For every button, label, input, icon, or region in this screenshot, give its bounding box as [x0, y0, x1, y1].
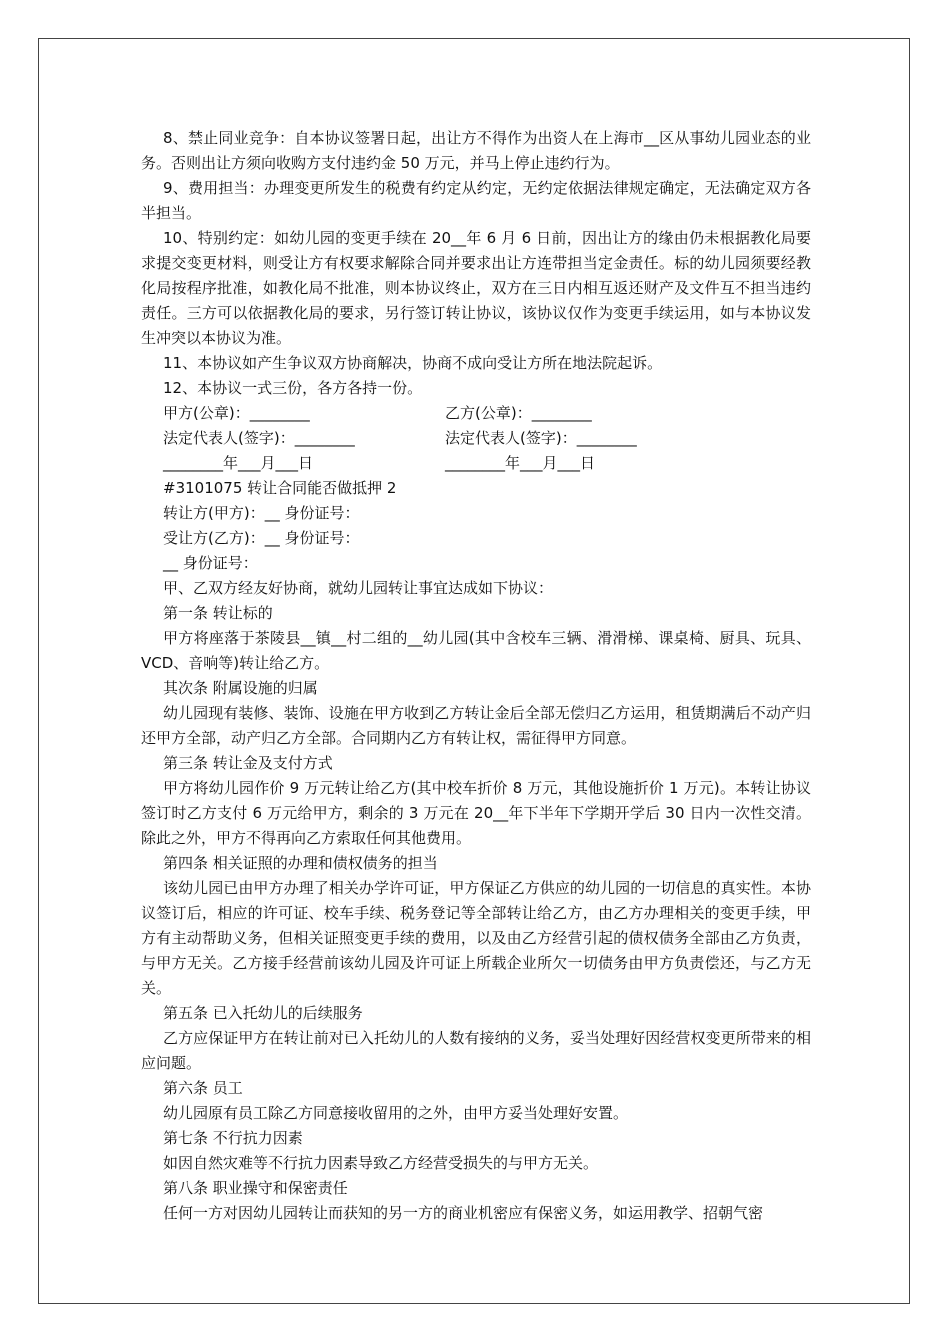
article-2-heading: 其次条 附属设施的归属	[163, 679, 318, 697]
clause-9: 9、费用担当：办理变更所发生的税费有约定从约定，无约定依据法律规定确定，无法确定双方各半担当。	[141, 179, 811, 222]
article-1-heading: 第一条 转让标的	[163, 604, 273, 622]
party-b-seal: 乙方(公章)：________	[445, 404, 592, 422]
signature-row-date	[141, 451, 811, 476]
intro-paragraph: 甲、乙双方经友好协商，就幼儿园转让事宜达成如下协议：	[163, 579, 554, 597]
signature-row-rep	[141, 426, 811, 451]
article-2-text: 幼儿园现有装修、装饰、设施在甲方收到乙方转让金后全部无偿归乙方运用，租赁期满后不动产归还甲方全部，动产归乙方全部。合同期内乙方有转让权，需征得甲方同意。	[141, 704, 811, 747]
article-3-text: 甲方将幼儿园作价 9 万元转让给乙方(其中校车折价 8 万元，其他设施折价 1 万元)。本转让协议签订时乙方支付 6 万元给甲方，剩余的 3 万元在 20__年下半年下学期开学后 30 日内一次性交清。除此之外，甲方不得再向乙方索取任何其他费用。	[141, 779, 811, 847]
id-line: __ 身份证号：	[163, 554, 258, 572]
article-8-text: 任何一方对因幼儿园转让而获知的另一方的商业机密应有保密义务，如运用教学、招朝气密	[163, 1204, 764, 1222]
article-5-heading: 第五条 已入托幼儿的后续服务	[163, 1004, 363, 1022]
article-4-text: 该幼儿园已由甲方办理了相关办学许可证，甲方保证乙方供应的幼儿园的一切信息的真实性。本协议签订后，相应的许可证、校车手续、税务登记等全部转让给乙方，由乙方办理相关的变更手续，甲方有主动帮助义务，但相关证照变更手续的费用，以及由乙方经营引起的债权债务全部由乙方负责，与甲方无关。乙方接手经营前该幼儿园及许可证上所载企业所欠一切债务由甲方负责偿还，与乙方无关。	[141, 879, 811, 997]
party-a-date: ________年___月___日	[163, 454, 314, 472]
party-b-rep: 法定代表人(签字)：________	[445, 429, 637, 447]
article-6-text: 幼儿园原有员工除乙方同意接收留用的之外，由甲方妥当处理好安置。	[163, 1104, 629, 1122]
clause-8: 8、禁止同业竞争：自本协议签署日起，出让方不得作为出资人在上海市__区从事幼儿园业态的业务。否则出让方须向收购方支付违约金 50 万元，并马上停止违约行为。	[141, 129, 811, 172]
article-6-heading: 第六条 员工	[163, 1079, 243, 1097]
transferor-line: 转让方(甲方)：__ 身份证号：	[163, 504, 360, 522]
clause-10: 10、特别约定：如幼儿园的变更手续在 20__年 6 月 6 日前，因出让方的缘由仍未根据教化局要求提交变更材料，则受让方有权要求解除合同并要求出让方连带担当定金责任。标的幼儿园须要经教化局按程序批准，如教化局不批准，则本协议终止，双方在三日内相互返还财产及文件互不担当违约责任。三方可以依据教化局的要求，另行签订转让协议，该协议仅作为变更手续运用，如与本协议发生冲突以本协议为准。	[141, 229, 811, 347]
article-3-heading: 第三条 转让金及支付方式	[163, 754, 333, 772]
document-content	[141, 126, 811, 1226]
clause-12: 12、本协议一式三份，各方各持一份。	[163, 379, 423, 397]
article-8-heading: 第八条 职业操守和保密责任	[163, 1179, 348, 1197]
party-a-rep: 法定代表人(签字)：________	[163, 429, 355, 447]
article-7-text: 如因自然灾难等不行抗力因素导致乙方经营受损失的与甲方无关。	[163, 1154, 599, 1172]
signature-row-seal	[141, 401, 811, 426]
transferee-line: 受让方(乙方)：__ 身份证号：	[163, 529, 360, 547]
article-7-heading: 第七条 不行抗力因素	[163, 1129, 303, 1147]
article-4-heading: 第四条 相关证照的办理和债权债务的担当	[163, 854, 438, 872]
article-1-text: 甲方将座落于茶陵县__镇__村二组的__幼儿园(其中含校车三辆、滑滑梯、课桌椅、厨具、玩具、VCD、音响等)转让给乙方。	[141, 629, 811, 672]
doc-reference: #3101075 转让合同能否做抵押 2	[163, 479, 397, 497]
party-a-seal: 甲方(公章)：________	[163, 404, 310, 422]
article-5-text: 乙方应保证甲方在转让前对已入托幼儿的人数有接纳的义务，妥当处理好因经营权变更所带来的相应问题。	[141, 1029, 811, 1072]
party-b-date: ________年___月___日	[445, 454, 596, 472]
clause-11: 11、本协议如产生争议双方协商解决，协商不成向受让方所在地法院起诉。	[163, 354, 663, 372]
